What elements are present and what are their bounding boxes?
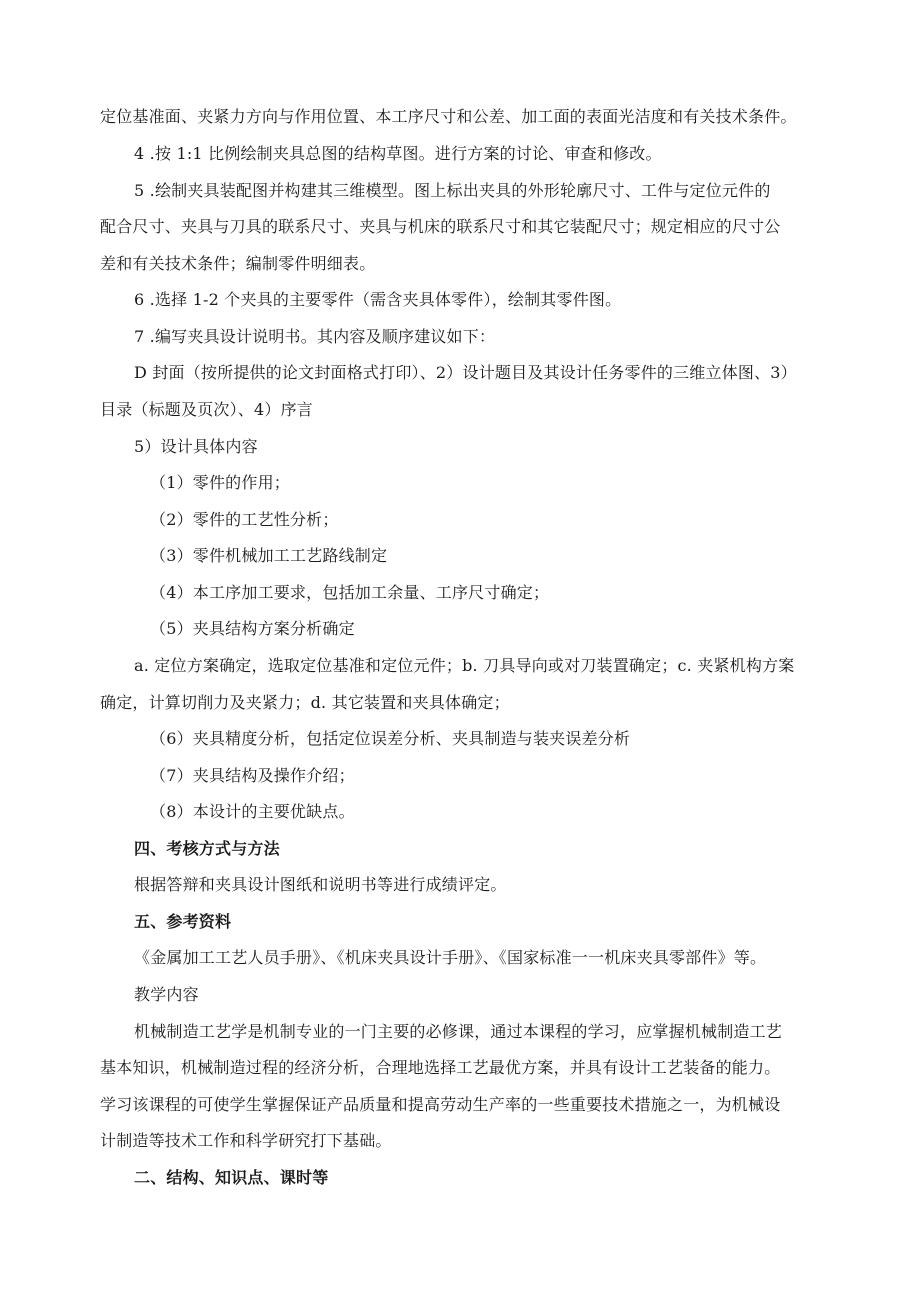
text-line-7: 7 .编写夹具设计说明书。其内容及顺序建议如下：	[134, 327, 496, 346]
list-item-4: （4）本工序加工要求，包括加工余量、工序尺寸确定；	[150, 583, 550, 602]
teaching-content-label: 教学内容	[134, 985, 199, 1004]
text-line-16: a. 定位方案确定，选取定位基准和定位元件；b. 刀具导向或对刀装置确定；c. 夹紧机构方案	[134, 656, 795, 675]
list-item-2: （2）零件的工艺性分析；	[150, 510, 339, 529]
text-line-1: 定位基准面、夹紧力方向与作用位置、本工序尺寸和公差、加工面的表面光洁度和有关技术条件。	[100, 107, 797, 126]
list-item-5: （5）夹具结构方案分析确定	[150, 619, 355, 638]
text-line-10: 5）设计具体内容	[134, 437, 258, 456]
list-item-8: （8）本设计的主要优缺点。	[150, 802, 355, 821]
text-line-6: 6 .选择 1-2 个夹具的主要零件（需含夹具体零件），绘制其零件图。	[134, 290, 622, 309]
text-line-5: 差和有关技术条件；编制零件明细表。	[100, 254, 376, 273]
text-line-3: 5 .绘制夹具装配图并构建其三维模型。图上标出夹具的外形轮廓尺寸、工件与定位元件的	[134, 181, 771, 200]
text-line-29: 计制造等技术工作和科学研究打下基础。	[100, 1131, 392, 1150]
text-line-9: 目录（标题及页次）、4）序言	[100, 400, 313, 419]
section-heading-2: 二、结构、知识点、课时等	[134, 1168, 329, 1187]
text-line-28: 学习该课程的可使学生掌握保证产品质量和提高劳动生产率的一些重要技术措施之一，为机械设	[100, 1095, 781, 1114]
section-heading-5: 五、参考资料	[134, 912, 232, 931]
text-line-4: 配合尺寸、夹具与刀具的联系尺寸、夹具与机床的联系尺寸和其它装配尺寸；规定相应的尺寸公	[100, 217, 781, 236]
text-line-22: 根据答辩和夹具设计图纸和说明书等进行成绩评定。	[134, 875, 507, 894]
text-line-26: 机械制造工艺学是机制专业的一门主要的必修课，通过本课程的学习，应掌握机械制造工艺	[134, 1022, 783, 1041]
text-line-8: D 封面（按所提供的论文封面格式打印）、2）设计题目及其设计任务零件的三维立体图、3）	[134, 363, 797, 382]
text-line-27: 基本知识，机械制造过程的经济分析，合理地选择工艺最优方案，并具有设计工艺装备的能力。	[100, 1058, 781, 1077]
list-item-7: （7）夹具结构及操作介绍；	[150, 766, 355, 785]
text-line-17: 确定，计算切削力及夹紧力；d. 其它装置和夹具体确定；	[100, 693, 510, 712]
list-item-3: （3）零件机械加工工艺路线制定	[150, 546, 388, 565]
list-item-1: （1）零件的作用；	[150, 473, 290, 492]
list-item-6: （6）夹具精度分析，包括定位误差分析、夹具制造与装夹误差分析	[150, 729, 631, 748]
text-line-24: 《金属加工工艺人员手册》、《机床夹具设计手册》、《国家标准一一机床夹具零部件》等。	[134, 948, 767, 967]
section-heading-4: 四、考核方式与方法	[134, 839, 280, 858]
text-line-2: 4 .按 1:1 比例绘制夹具总图的结构草图。进行方案的讨论、审查和修改。	[134, 144, 662, 163]
